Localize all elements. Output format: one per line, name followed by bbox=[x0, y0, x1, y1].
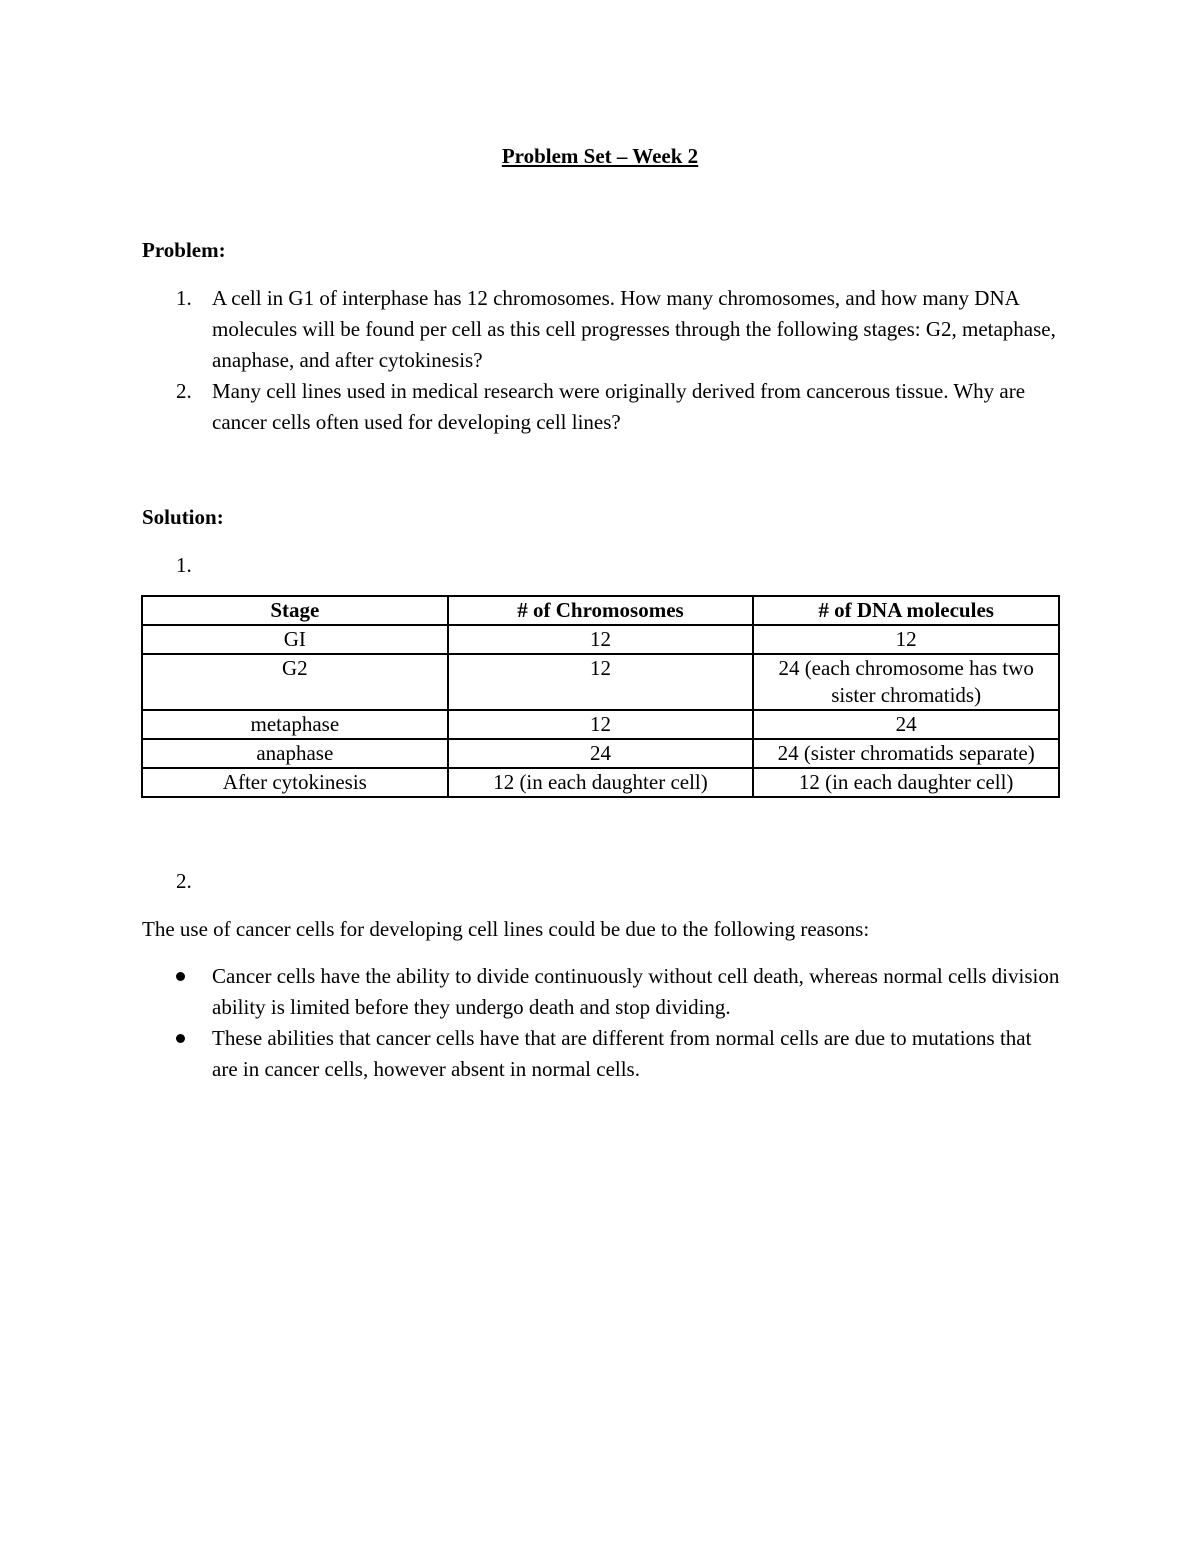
table-cell: 12 bbox=[448, 710, 754, 739]
table-cell: metaphase bbox=[142, 710, 448, 739]
table-header-cell: # of Chromosomes bbox=[448, 596, 754, 625]
problem-text: Many cell lines used in medical research were originally derived from cancerous tissue. Why are cancer cells often used for developing cell lines? bbox=[212, 379, 1026, 434]
problem-list bbox=[142, 283, 1062, 438]
table-cell: 24 (sister chromatids separate) bbox=[753, 739, 1059, 768]
document-title: Problem Set – Week 2 bbox=[501, 144, 699, 168]
problem-item bbox=[142, 283, 1062, 376]
stage-table bbox=[141, 595, 1060, 798]
table-cell: 12 bbox=[448, 625, 754, 654]
table-cell: 12 bbox=[753, 625, 1059, 654]
table-row bbox=[142, 625, 1059, 654]
table-cell: 12 bbox=[448, 654, 754, 710]
table-cell: 12 (in each daughter cell) bbox=[448, 768, 754, 797]
table-cell: 24 bbox=[448, 739, 754, 768]
table-cell: 24 bbox=[753, 710, 1059, 739]
problem-number: 1. bbox=[176, 286, 192, 310]
table-cell: GI bbox=[142, 625, 448, 654]
problem-heading: Problem: bbox=[142, 238, 226, 262]
list-item-text: Cancer cells have the ability to divide continuously without cell death, whereas normal cells division ability is limited before they undergo death and stop dividing. bbox=[212, 964, 1060, 1019]
table-cell: 24 (each chromosome has two sister chromatids) bbox=[753, 654, 1059, 710]
problem-text: A cell in G1 of interphase has 12 chromosomes. How many chromosomes, and how many DNA molecules will be found per cell as this cell progresses through the following stages: G2, metaphase, anaphase, and after cytokinesis? bbox=[212, 286, 1056, 372]
problem-number: 2. bbox=[176, 379, 192, 403]
table-cell: G2 bbox=[142, 654, 448, 710]
reason-list bbox=[142, 961, 1062, 1085]
table-header-cell: Stage bbox=[142, 596, 448, 625]
table-header-row bbox=[142, 596, 1059, 625]
table-row bbox=[142, 768, 1059, 797]
bullet-icon bbox=[176, 972, 185, 981]
table-header-cell: # of DNA molecules bbox=[753, 596, 1059, 625]
table-cell: anaphase bbox=[142, 739, 448, 768]
bullet-icon bbox=[176, 1034, 185, 1043]
list-item-text: These abilities that cancer cells have that are different from normal cells are due to mutations that are in cancer cells, however absent in normal cells. bbox=[212, 1026, 1032, 1081]
solution-heading: Solution: bbox=[142, 505, 224, 529]
table-row bbox=[142, 739, 1059, 768]
solution-2-number: 2. bbox=[176, 869, 192, 893]
table-cell: After cytokinesis bbox=[142, 768, 448, 797]
list-item bbox=[142, 1023, 1062, 1085]
solution-1-number: 1. bbox=[176, 553, 192, 577]
table-row bbox=[142, 654, 1059, 710]
table-cell: 12 (in each daughter cell) bbox=[753, 768, 1059, 797]
problem-item bbox=[142, 376, 1062, 438]
table-row bbox=[142, 710, 1059, 739]
list-item bbox=[142, 961, 1062, 1023]
solution-2-intro: The use of cancer cells for developing cell lines could be due to the following reasons: bbox=[142, 917, 870, 941]
